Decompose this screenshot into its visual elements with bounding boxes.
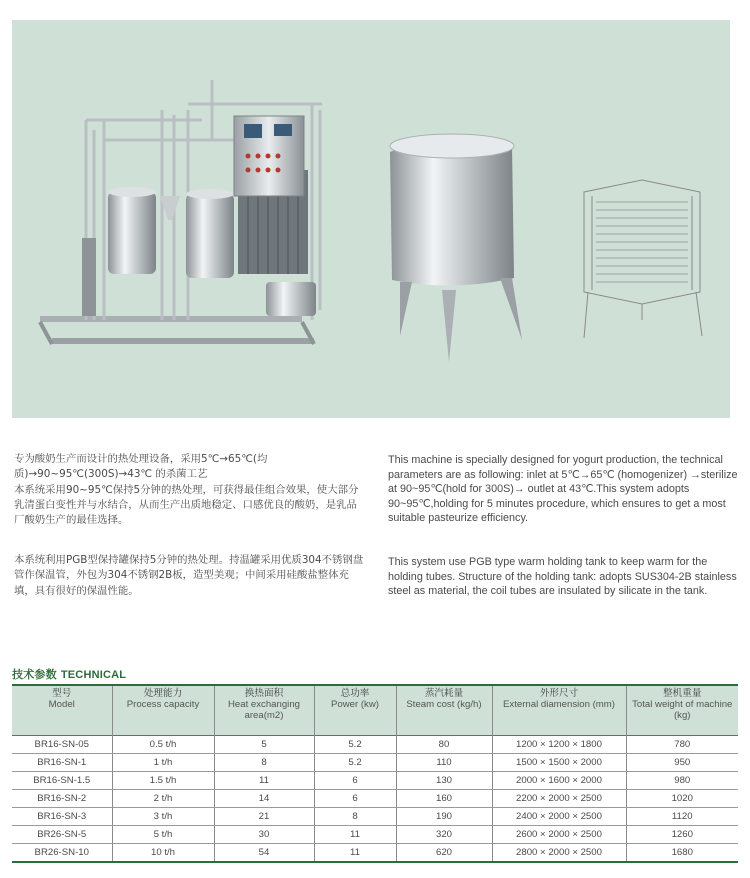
- cell-heat-area: 30: [214, 825, 314, 843]
- intro-cn-block-1: [14, 452, 364, 528]
- intro-en-block-2: [388, 555, 738, 599]
- cell-heat-area: 11: [214, 771, 314, 789]
- header-power: 总功率 Power (kw): [314, 685, 396, 735]
- intro-en-block-1: [388, 453, 738, 526]
- technical-heading: [12, 666, 126, 682]
- cell-capacity: 1.5 t/h: [112, 771, 214, 789]
- cell-weight: 980: [626, 771, 738, 789]
- cell-weight: 1020: [626, 789, 738, 807]
- cell-power: 11: [314, 825, 396, 843]
- cell-capacity: 2 t/h: [112, 789, 214, 807]
- cell-dimension: 2200 × 2000 × 2500: [492, 789, 626, 807]
- cell-weight: 780: [626, 735, 738, 753]
- cell-model: BR16-SN-1: [12, 753, 112, 771]
- cell-power: 6: [314, 771, 396, 789]
- cell-capacity: 1 t/h: [112, 753, 214, 771]
- cell-model: BR16-SN-1.5: [12, 771, 112, 789]
- cell-steam: 190: [396, 807, 492, 825]
- header-dimension: 外形尺寸 External diamension (mm): [492, 685, 626, 735]
- cell-weight: 1260: [626, 825, 738, 843]
- table-row: [12, 753, 738, 771]
- cell-power: 5.2: [314, 753, 396, 771]
- technical-heading-en: TECHNICAL: [60, 669, 127, 681]
- cell-dimension: 2800 × 2000 × 2500: [492, 843, 626, 862]
- cell-heat-area: 8: [214, 753, 314, 771]
- holding-tank: [390, 134, 522, 362]
- cell-heat-area: 21: [214, 807, 314, 825]
- cell-steam: 110: [396, 753, 492, 771]
- cell-weight: 1120: [626, 807, 738, 825]
- holding-tank-coil-diagram: [584, 180, 702, 338]
- intro-cn-para-2: 本系统利用PGB型保持罐保持5分钟的热处理。持温罐采用优质304不锈钢盘管作保温管，外包为304不锈钢2B板，造型美观；中间采用硅酸盐整体充填，具有很好的保温性能。: [14, 554, 364, 597]
- technical-heading-cn: 技术参数: [12, 668, 57, 681]
- header-weight: 整机重量 Total weight of machine (kg): [626, 685, 738, 735]
- cell-dimension: 2600 × 2000 × 2500: [492, 825, 626, 843]
- cell-steam: 130: [396, 771, 492, 789]
- cell-weight: 1680: [626, 843, 738, 862]
- intro-cn-para-1b: 本系统采用90~95℃保持5分钟的热处理，可获得最佳组合效果，使大部分乳清蛋白变性并与水结合，从而生产出质地稳定、口感优良的酸奶，是乳品厂酸奶生产的最佳选择。: [14, 483, 359, 527]
- table-row: [12, 735, 738, 753]
- intro-cn-para-1: 专为酸奶生产而设计的热处理设备，采用5℃→65℃(均质)→90~95℃(300S)→43℃ 的杀菌工艺: [14, 453, 268, 481]
- table-row: [12, 825, 738, 843]
- table-row: [12, 807, 738, 825]
- intro-en-para-1: This machine is specially designed for yogurt production, the technical parameters are as following: inlet at 5℃→65℃ (homogenizer) →sterilize at 90~95℃(hold for 300S)→ outlet at 43℃.This system adopts 90~95℃,holding for 5 minutes procedure, which ensures to get a most suitable pasteurize efficiency.: [388, 454, 738, 525]
- header-model: 型号 Model: [12, 685, 112, 735]
- cell-model: BR16-SN-2: [12, 789, 112, 807]
- product-photo-panel: [12, 20, 730, 418]
- cell-steam: 320: [396, 825, 492, 843]
- cell-power: 6: [314, 789, 396, 807]
- cell-dimension: 2000 × 1600 × 2000: [492, 771, 626, 789]
- cell-heat-area: 54: [214, 843, 314, 862]
- intro-cn-block-2: [14, 553, 364, 599]
- intro-en-para-2: This system use PGB type warm holding tank to keep warm for the holding tubes. Structure of the holding tank: adopts SUS304-2B stainless steel as material, the coil tubes are insulated by silicate in the tank.: [388, 556, 737, 598]
- cell-dimension: 2400 × 2000 × 2500: [492, 807, 626, 825]
- cell-heat-area: 5: [214, 735, 314, 753]
- cell-capacity: 5 t/h: [112, 825, 214, 843]
- header-heat-area: 换热面积 Heat exchanging area(m2): [214, 685, 314, 735]
- cell-model: BR16-SN-05: [12, 735, 112, 753]
- cell-capacity: 0.5 t/h: [112, 735, 214, 753]
- cell-model: BR16-SN-3: [12, 807, 112, 825]
- spec-table: [12, 684, 738, 863]
- spec-table-header-row: [12, 685, 738, 735]
- cell-steam: 80: [396, 735, 492, 753]
- cell-model: BR26-SN-5: [12, 825, 112, 843]
- table-row: [12, 843, 738, 862]
- table-row: [12, 789, 738, 807]
- cell-steam: 620: [396, 843, 492, 862]
- cell-model: BR26-SN-10: [12, 843, 112, 862]
- cell-power: 5.2: [314, 735, 396, 753]
- pasteurizer-machine: [40, 80, 322, 344]
- cell-dimension: 1200 × 1200 × 1800: [492, 735, 626, 753]
- cell-capacity: 3 t/h: [112, 807, 214, 825]
- cell-weight: 950: [626, 753, 738, 771]
- product-illustration: [12, 20, 730, 418]
- cell-heat-area: 14: [214, 789, 314, 807]
- table-row: [12, 771, 738, 789]
- cell-power: 11: [314, 843, 396, 862]
- cell-dimension: 1500 × 1500 × 2000: [492, 753, 626, 771]
- cell-steam: 160: [396, 789, 492, 807]
- cell-power: 8: [314, 807, 396, 825]
- cell-capacity: 10 t/h: [112, 843, 214, 862]
- header-capacity: 处理能力 Process capacity: [112, 685, 214, 735]
- header-steam: 蒸汽耗量 Steam cost (kg/h): [396, 685, 492, 735]
